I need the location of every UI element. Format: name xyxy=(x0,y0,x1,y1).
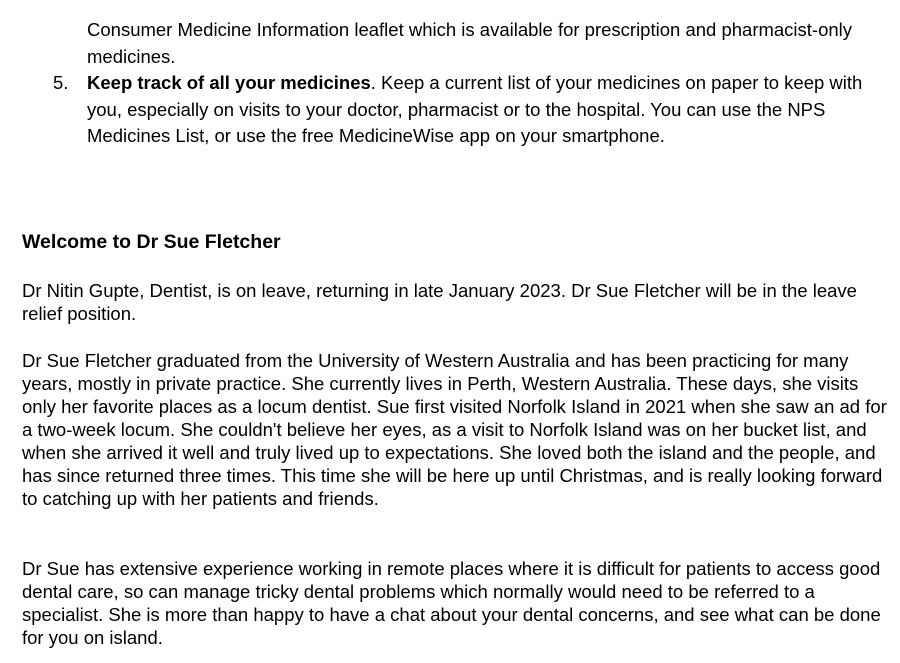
paragraph: Dr Sue has extensive experience working in remote places where it is difficult for patients to access good dental care, so can manage tricky dental problems which normally would need to be referred to a specialist. She is more than happy to have a chat about your dental concerns, and see what can be done for you on island. xyxy=(22,558,881,648)
list-item-title: Keep track of all your medicines xyxy=(87,72,371,93)
paragraph: Dr Sue Fletcher graduated from the University of Western Australia and has been practicing for many years, mostly in private practice. She currently lives in Perth, Western Australia. These days, she visits only her favorite places as a locum dentist. Sue first visited Norfolk Island in 2021 when she saw an ad for a two-week locum. She couldn't believe her eyes, as a visit to Norfolk Island was on her bucket list, and when she arrived it well and truly lived up to expectations. She loved both the island and the people, and has since returned three times. This time she will be here up until Christmas, and is really looking forward to catching up with her patients and friends. xyxy=(22,350,887,509)
paragraph: Dr Nitin Gupte, Dentist, is on leave, returning in late January 2023. Dr Sue Fletcher will be in the leave relief position. xyxy=(22,280,857,324)
section-heading: Welcome to Dr Sue Fletcher xyxy=(22,231,281,253)
list-item-continuation: Consumer Medicine Information leaflet which is available for prescription and pharmacist-only medicines. xyxy=(87,19,853,67)
list-item-number: 5. xyxy=(53,72,69,93)
list-item-5 xyxy=(87,70,877,150)
list-item-text: . Keep a current list of your medicines on paper to keep with you, especially on visits to your doctor, pharmacist or to the hospital. You can use the NPS Medicines List, or use the free MedicineWise app on your smartphone. xyxy=(87,72,863,146)
